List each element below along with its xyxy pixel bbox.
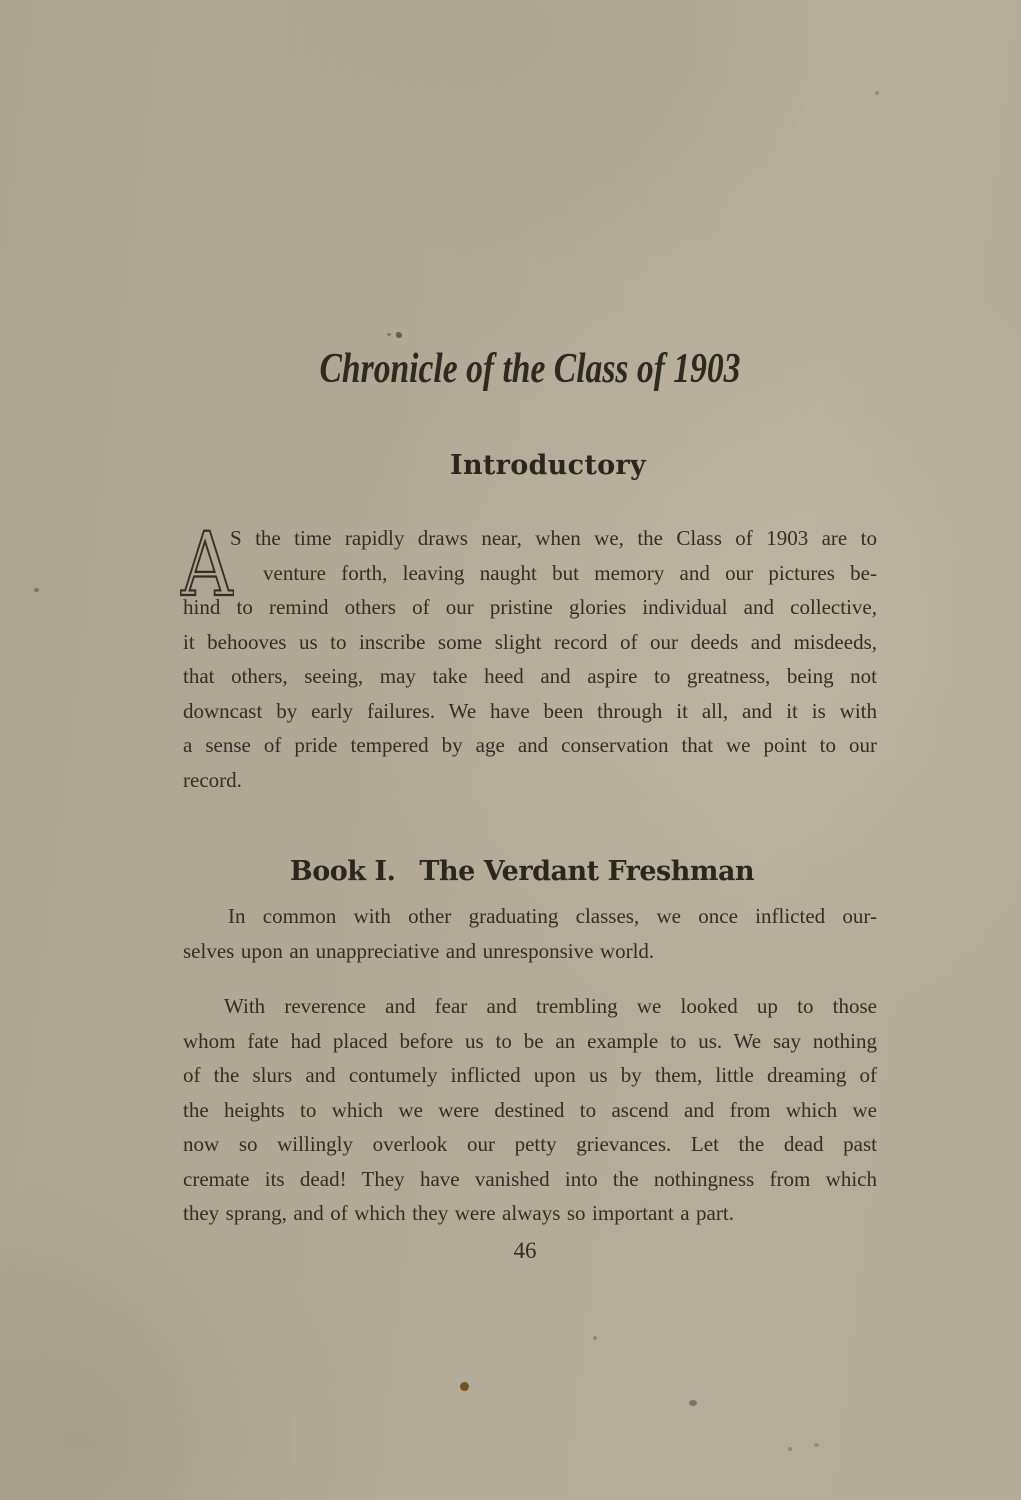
dropcap-initial-letter (180, 523, 234, 603)
text-line: record. (183, 767, 242, 792)
paper-speck (593, 1336, 597, 1340)
page-number: 46 (513, 1238, 537, 1263)
svg-text:A: A (181, 523, 233, 603)
book-number-label: Book I. (289, 856, 396, 887)
text-line: they sprang, and of which they were always so important a part. (183, 1201, 734, 1225)
section-heading-book-one (175, 856, 869, 888)
text-line: S the time rapidly draws near, when we, the Class of 1903 are to (230, 526, 877, 550)
paper-speck (396, 332, 402, 338)
section-heading-introductory: Introductory (450, 450, 646, 481)
paragraph-lines (183, 521, 877, 797)
text-line: of the slurs and contumely inflicted upon us by them, little dreaming of (183, 1063, 877, 1087)
page-title: Chronicle of the Class of 1903 (319, 343, 741, 392)
book-title-label: The Verdant Freshman (419, 856, 755, 887)
paragraph-lines (183, 989, 877, 1231)
text-line: it behooves us to inscribe some slight record of our deeds and misdeeds, (183, 629, 877, 654)
text-line: In common with other graduating classes, we once inflicted our- (228, 904, 877, 928)
text-line: a sense of pride tempered by age and conservation that we point to our (183, 733, 877, 757)
paragraph-three (183, 989, 877, 1231)
text-line: the heights to which we were destined to ascend and from which we (183, 1097, 877, 1122)
paper-speck (788, 1447, 792, 1451)
text-line: selves upon an unappreciative and unresponsive world. (183, 938, 655, 963)
paper-speck (875, 91, 879, 95)
paper-speck (460, 1382, 469, 1391)
paragraph-lines (183, 899, 877, 968)
paragraph-two (183, 899, 877, 968)
text-line: whom fate had placed before us to be an example to us. We say nothing (183, 1028, 877, 1053)
text-line: downcast by early failures. We have been through it all, and it is with (183, 698, 877, 723)
text-line: hind to remind others of our pristine glories individual and collective, (183, 595, 877, 619)
paper-speck (387, 333, 391, 336)
text-line: With reverence and fear and trembling we looked up to those (224, 994, 877, 1018)
text-line: venture forth, leaving naught but memory and our pictures be- (263, 560, 877, 585)
paper-speck (689, 1400, 697, 1406)
text-line: cremate its dead! They have vanished into the nothingness from which (183, 1166, 877, 1191)
text-line: that others, seeing, may take heed and aspire to greatness, being not (183, 664, 877, 688)
paper-speck (814, 1443, 819, 1447)
paper-speck (34, 588, 39, 592)
text-line: now so willingly overlook our petty grievances. Let the dead past (183, 1132, 877, 1156)
paragraph-introductory (183, 521, 877, 797)
